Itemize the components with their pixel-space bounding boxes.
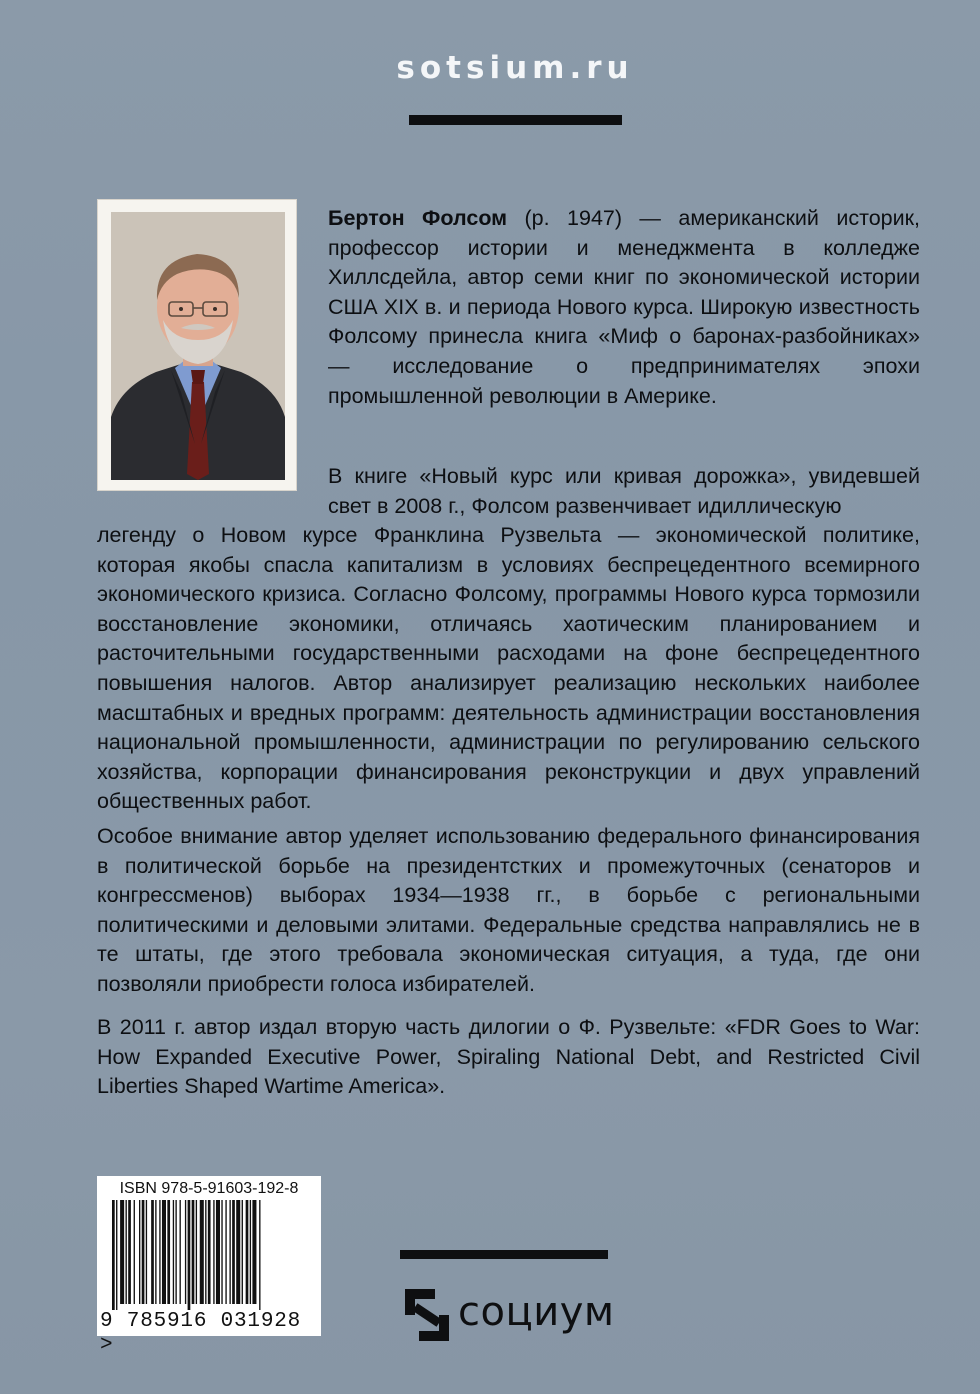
top-divider bbox=[409, 115, 622, 125]
author-bio-text: (р. 1947) — американский историк, профессор истории и менеджмента в колледже Хиллсдейла, автор семи книг по экономической истории США XIX в. и периода Нового курса. Широкую известность Фолсому принесла книга «Миф о баронах-разбойниках» — исследование о предпринимателях эпохи промышленной революции в Америке. bbox=[328, 206, 920, 408]
barcode-bars bbox=[112, 1200, 306, 1310]
publisher-website: sotsium.ru bbox=[396, 50, 634, 86]
description-paragraph-1: легенду о Новом курсе Франклина Рузвельта — экономической политике, которая якобы спасла капитализм в условиях беспрецедентного всемирного экономического кризиса. Согласно Фолсому, программы Нового курса тормозили восстановление экономики, отличаясь хаотическим планированием и расточительными государственными расходами на фоне беспрецедентного повышения налогов. Автор анализирует реализацию нескольких наиболее масштабных и вредных программ: деятельность администрации восстановления национальной промышленности, администрации по регулированию сельского хозяйства, корпорации финансирования реконструкции и двух управлений общественных работ. bbox=[97, 523, 920, 814]
author-photo-frame bbox=[97, 199, 297, 491]
description-paragraph-1-lead: В книге «Новый курс или кривая дорожка», увидевшей свет в 2008 г., Фолсом развенчивает идиллическую bbox=[328, 464, 920, 518]
bottom-divider bbox=[400, 1250, 608, 1259]
publisher-logo-icon bbox=[401, 1285, 453, 1345]
description-paragraph-3: В 2011 г. автор издал вторую часть дилогии о Ф. Рузвельте: «FDR Goes to War: How Expanded Executive Power, Spiraling National Debt, and Restricted Civil Liberties Shaped Wartime America». bbox=[97, 1015, 920, 1099]
description-paragraph-2: Особое внимание автор уделяет использованию федерального финансирования в политической борьбе на президентстких и промежуточных (сенаторов и конгрессменов) выборах 1934—1938 гг., в борьбе с региональными политическими и деловыми элитами. Федеральные средства направлялись не в те штаты, где этого требовала экономическая ситуация, а туда, где они позволяли приобрести голоса избирателей. bbox=[97, 824, 920, 996]
isbn-label: ISBN 978-5-91603-192-8 bbox=[119, 1180, 299, 1197]
author-photo bbox=[111, 212, 285, 480]
publisher-name: социум bbox=[458, 1289, 615, 1335]
author-bio bbox=[328, 204, 920, 411]
author-name: Бертон Фолсом bbox=[328, 206, 508, 230]
ean-number: 9 785916 031928 > bbox=[100, 1310, 302, 1357]
